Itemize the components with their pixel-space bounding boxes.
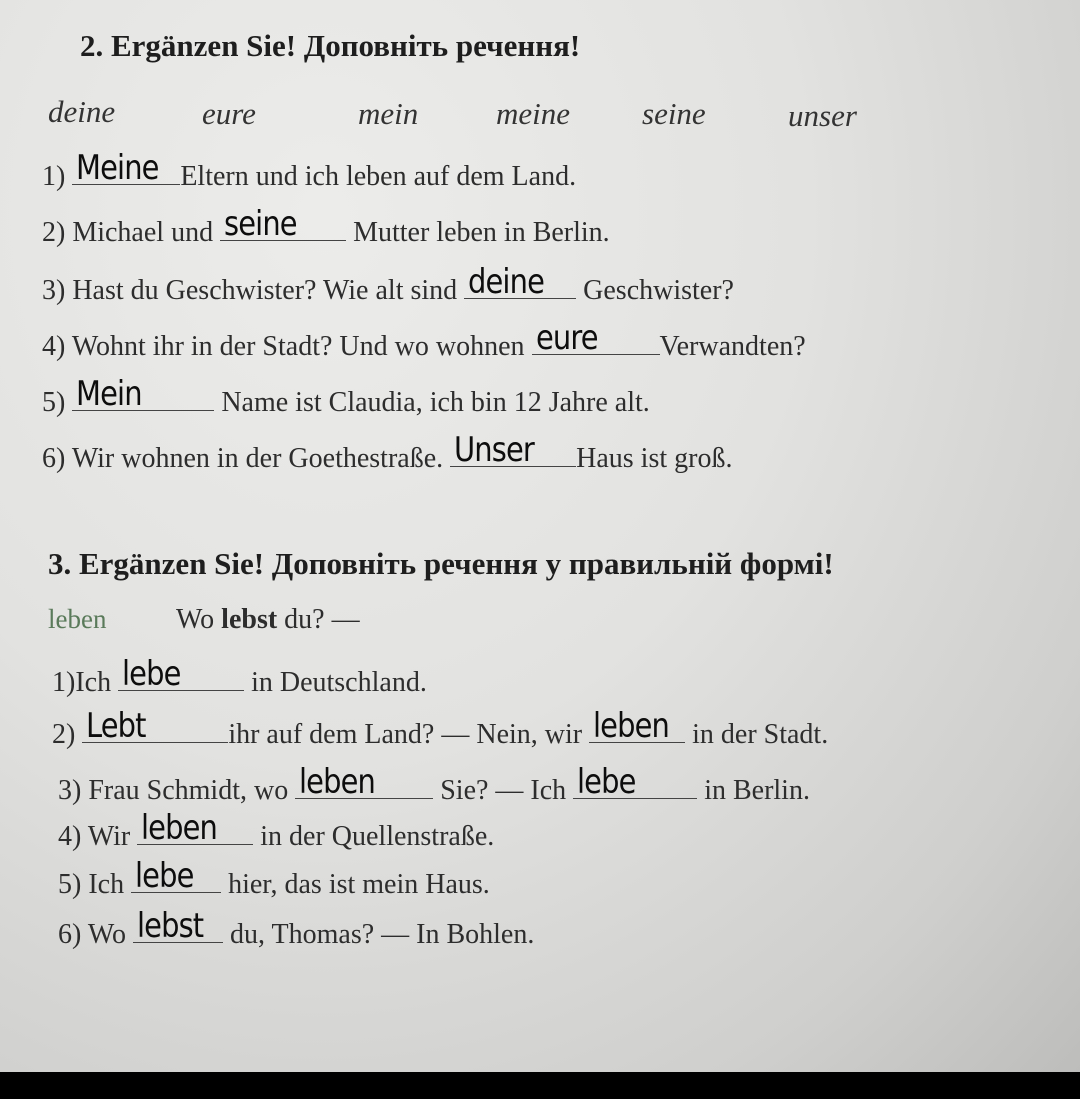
handwritten-answer: seine (224, 204, 297, 244)
sentence-text: in der Stadt. (692, 719, 829, 750)
answer-blank (532, 318, 660, 358)
handwritten-answer: lebst (137, 906, 204, 946)
exercise-3-item-2 (52, 706, 829, 751)
answer-blank (450, 430, 576, 470)
item-number: 2) (52, 719, 76, 750)
exercise-3-item-3 (58, 762, 810, 807)
answer-blank (82, 706, 228, 746)
exercise-3-item-1 (52, 654, 427, 699)
sentence-text: Mutter leben in Berlin. (353, 217, 610, 248)
word-bank-item: meine (496, 96, 571, 131)
answer-blank (464, 262, 576, 302)
sentence-text: in Berlin. (704, 775, 810, 806)
answer-blank (133, 906, 223, 946)
handwritten-answer: Unser (454, 430, 535, 470)
item-number: 1)Ich (52, 667, 112, 698)
answer-blank (118, 654, 244, 694)
exercise-3-item-6 (58, 906, 535, 951)
answer-blank (295, 762, 433, 802)
exercise-2-item-4 (42, 318, 806, 363)
exercise-3-item-4 (58, 808, 495, 853)
answer-blank (220, 204, 346, 244)
item-number: 4) Wir (58, 821, 131, 852)
sentence-text: ihr auf dem Land? — Nein, wir (228, 719, 583, 750)
sentence-text: Name ist Claudia, ich bin 12 Jahre alt. (221, 387, 650, 418)
exercise-2-item-1 (42, 148, 577, 193)
item-number: 1) (42, 161, 66, 192)
example-bold-verb: lebst (221, 604, 278, 635)
answer-blank (137, 808, 253, 848)
handwritten-answer: Mein (76, 374, 142, 414)
answer-blank (72, 148, 180, 188)
sentence-text: hier, das ist mein Haus. (228, 869, 490, 900)
sentence-text: Hast du Geschwister? Wie alt sind (72, 275, 458, 306)
exercise-3-item-5 (58, 856, 490, 901)
handwritten-answer: lebe (122, 654, 181, 694)
item-number: 2) (42, 217, 66, 248)
item-number: 6) Wo (58, 919, 127, 950)
example-text: du? — (284, 604, 360, 635)
item-number: 5) (42, 387, 66, 418)
answer-blank (573, 762, 697, 802)
answer-blank (589, 706, 685, 746)
handwritten-answer: leben (593, 706, 670, 746)
word-bank-item: seine (642, 96, 706, 131)
exercise-3-example (48, 604, 360, 636)
handwritten-answer: lebe (135, 856, 194, 896)
item-number: 4) (42, 331, 66, 362)
answer-blank (72, 374, 214, 414)
sentence-text: Sie? — Ich (440, 775, 567, 806)
exercise-2-item-3 (42, 262, 734, 307)
exercise-2-item-2 (42, 204, 610, 249)
sentence-text: Eltern und ich leben auf dem Land. (180, 161, 577, 192)
item-number: 5) Ich (58, 869, 125, 900)
sentence-text: Haus ist groß. (576, 443, 733, 474)
sentence-text: du, Thomas? — In Bohlen. (230, 919, 535, 950)
handwritten-answer: leben (141, 808, 218, 848)
exercise-3-heading: 3. Ergänzen Sie! Доповніть речення у правильній формі! (48, 546, 834, 581)
example-text: Wo (175, 604, 215, 635)
exercise-2-item-5 (42, 374, 650, 419)
word-bank-item: mein (358, 96, 419, 131)
word-bank-item: deine (48, 94, 116, 129)
handwritten-answer: leben (299, 762, 376, 802)
example-verb: leben (48, 604, 107, 634)
handwritten-answer: eure (535, 318, 598, 358)
handwritten-answer: deine (468, 262, 545, 302)
screen-bottom-bar (0, 1072, 1080, 1099)
item-number: 3) (42, 275, 66, 306)
sentence-text: Verwandten? (659, 331, 806, 362)
sentence-text: in Deutschland. (251, 667, 427, 698)
exercise-2-item-6 (42, 430, 733, 475)
sentence-text: in der Quellenstraße. (260, 821, 495, 852)
exercise-2-heading: 2. Ergänzen Sie! Доповніть речення! (80, 28, 581, 63)
item-number: 3) Frau Schmidt, wo (58, 775, 289, 806)
handwritten-answer: Meine (76, 148, 159, 188)
answer-blank (131, 856, 221, 896)
item-number: 6) (42, 443, 66, 474)
word-bank-item: eure (202, 96, 256, 131)
sentence-text: Michael und (72, 217, 214, 248)
word-bank-item: unser (788, 98, 857, 133)
sentence-text: Wohnt ihr in der Stadt? Und wo wohnen (71, 331, 525, 362)
sentence-text: Wir wohnen in der Goethestraße. (71, 443, 444, 474)
handwritten-answer: Lebt (86, 706, 146, 746)
sentence-text: Geschwister? (583, 275, 734, 306)
handwritten-answer: lebe (577, 762, 636, 802)
